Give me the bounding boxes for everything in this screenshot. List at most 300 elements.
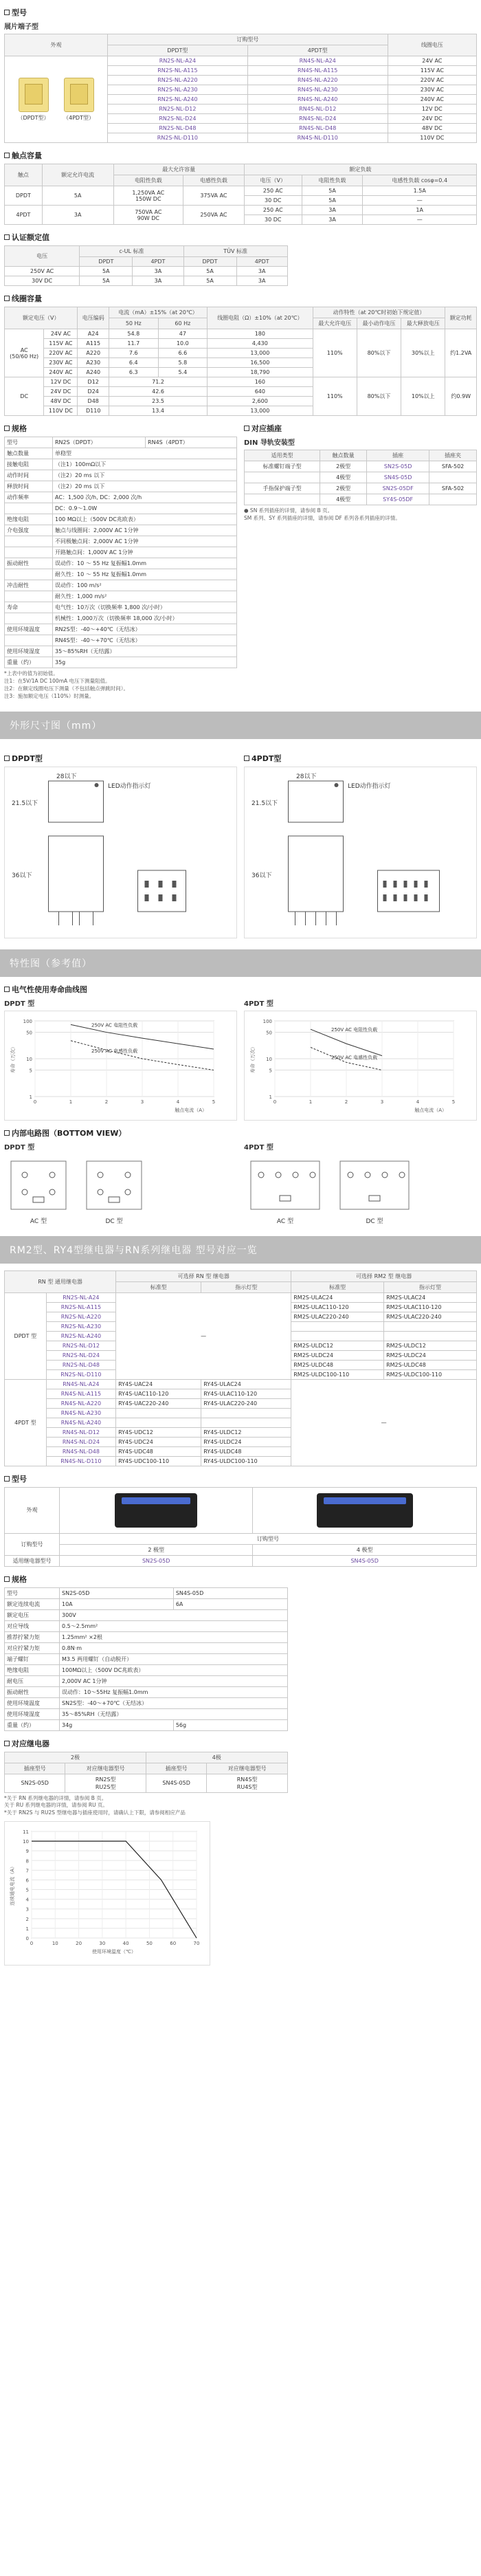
square-icon bbox=[4, 756, 10, 761]
x-tick-label: 0 bbox=[273, 1099, 277, 1105]
spec-row bbox=[5, 613, 237, 624]
cell: 4PDT 型 bbox=[5, 1379, 47, 1466]
y-tick-label: 100 bbox=[23, 1018, 32, 1024]
dim-h-4pdt: 21.5以下 bbox=[251, 800, 278, 807]
cell: RN2S-NL-D48 bbox=[108, 124, 248, 133]
cell: RY4S-ULAC220-240 bbox=[201, 1398, 291, 1408]
cell: 300V bbox=[60, 1609, 288, 1620]
cell: 80%以下 bbox=[357, 329, 401, 377]
section-title-relay: 对应继电器 bbox=[4, 1738, 477, 1749]
col-order: 订购型号 bbox=[108, 34, 388, 45]
img-caption-4pdt: （4PDT型） bbox=[63, 114, 94, 121]
spec2-row bbox=[5, 1664, 288, 1675]
circuit-4pdt-dc-label: DC 型 bbox=[366, 1218, 383, 1225]
cell: 100 MΩ以上（500V DC兆欧表） bbox=[53, 514, 237, 525]
cell: RN4S-NL-D12 bbox=[247, 104, 388, 114]
cell: DPDT 型 bbox=[5, 1292, 47, 1379]
cell bbox=[5, 569, 53, 580]
y-tick-label: 1 bbox=[25, 1926, 29, 1933]
x-tick-label: 70 bbox=[193, 1941, 200, 1947]
cell: DC：0.9～1.0W bbox=[53, 503, 237, 514]
cell: 240V AC bbox=[388, 95, 476, 104]
relay-dpdt-image bbox=[19, 78, 49, 112]
chart-dpdt bbox=[4, 1011, 237, 1121]
x-tick-label: 2 bbox=[104, 1099, 109, 1105]
series-label: 250V AC 电感性负载 bbox=[91, 1048, 138, 1054]
col-dpdt: DPDT型 bbox=[108, 45, 248, 56]
cell: SN2S型：-40～+70℃（无结冰） bbox=[60, 1697, 288, 1708]
cell: 释放时间 bbox=[5, 481, 53, 492]
cell: 6.4 bbox=[109, 358, 159, 368]
y-tick-label: 5 bbox=[29, 1068, 32, 1074]
x-tick-label: 10 bbox=[52, 1941, 58, 1947]
cell: A115 bbox=[78, 339, 109, 349]
cell: 34g bbox=[60, 1719, 174, 1730]
cell: RN4S-NL-A240 bbox=[247, 95, 388, 104]
spec-row bbox=[5, 657, 237, 668]
circuit-dpdt-dc-diagram bbox=[80, 1154, 148, 1216]
y-tick-label: 2 bbox=[25, 1916, 29, 1922]
y-tick-label: 100 bbox=[262, 1018, 272, 1024]
cell: 绝缘电阻 bbox=[5, 1664, 60, 1675]
cell: 47 bbox=[158, 329, 208, 339]
cell: RM2S-ULAC110-120 bbox=[384, 1302, 477, 1312]
y-tick-label: 50 bbox=[26, 1030, 32, 1036]
cell: 触点与线圈间：2,000V AC 1分钟 bbox=[53, 525, 237, 536]
spec-row bbox=[5, 569, 237, 580]
cell: AC：1,500 次/h, DC：2,000 次/h bbox=[53, 492, 237, 503]
cell: 耐久性：1,000 m/s² bbox=[53, 591, 237, 602]
y-tick-label: 6 bbox=[25, 1878, 29, 1884]
cell: 重量（约） bbox=[5, 657, 53, 668]
dim-h-dpdt: 21.5以下 bbox=[12, 800, 38, 807]
cell: 115V AC bbox=[44, 339, 78, 349]
corr-row bbox=[5, 1292, 477, 1302]
cell: RM2S-ULDC12 bbox=[291, 1341, 384, 1350]
cell: RY4S-UDC12 bbox=[116, 1427, 201, 1437]
cell: 绝缘电阻 bbox=[5, 514, 53, 525]
cell: — bbox=[116, 1292, 291, 1379]
cell: 重量（约） bbox=[5, 1719, 60, 1730]
led-label: LED动作指示灯 bbox=[108, 782, 151, 790]
cell: RY4S-ULDC24 bbox=[201, 1437, 291, 1446]
cell: 230V AC bbox=[44, 358, 78, 368]
chart-derating bbox=[4, 1821, 210, 1966]
cell: RY4S-ULAC110-120 bbox=[201, 1389, 291, 1398]
cell bbox=[201, 1408, 291, 1418]
circuit-ac-label: AC 型 bbox=[30, 1218, 47, 1225]
cell: 机械性：1,000万次（切换频率 18,000 次/小时） bbox=[53, 613, 237, 624]
cell: A24 bbox=[78, 329, 109, 339]
spec-row bbox=[5, 459, 237, 470]
cell: 56g bbox=[173, 1719, 287, 1730]
square-icon bbox=[4, 987, 10, 992]
cell: 110V DC bbox=[44, 406, 78, 416]
cell: 触点数量 bbox=[5, 448, 53, 459]
cell: 误动作：10～55Hz 复振幅1.0mm bbox=[60, 1686, 288, 1697]
spec-row bbox=[5, 492, 237, 503]
x-tick-label: 1 bbox=[69, 1099, 73, 1105]
cell: 对应导线 bbox=[5, 1620, 60, 1631]
cell: 35～85%RH（无结露） bbox=[53, 646, 237, 657]
cell: RY4S-UDC100-110 bbox=[116, 1456, 201, 1466]
section-title-spec: 规格 bbox=[4, 423, 237, 434]
spec2-row bbox=[5, 1686, 288, 1697]
cell: RY4S-ULAC24 bbox=[201, 1379, 291, 1389]
cell bbox=[429, 472, 477, 483]
cell bbox=[5, 613, 53, 624]
cell: 54.8 bbox=[109, 329, 159, 339]
subtitle-tab-type: 展片端子型 bbox=[4, 23, 38, 31]
cell: 48V DC bbox=[44, 397, 78, 406]
cell: SN2S-05D bbox=[60, 1587, 174, 1598]
cell: 24V AC bbox=[388, 56, 476, 66]
dim-h2-dpdt: 36以下 bbox=[12, 872, 32, 879]
cell: 23.5 bbox=[109, 397, 208, 406]
cell: 115V AC bbox=[388, 66, 476, 76]
spec-note: 注1：在5V/1A DC 100mA 电压下测量阻值。 bbox=[4, 677, 111, 684]
cell: 180 bbox=[208, 329, 313, 339]
cell: RY4S-UAC110-120 bbox=[116, 1389, 201, 1398]
x-tick-label: 3 bbox=[140, 1099, 144, 1105]
cell: RN2S-NL-A115 bbox=[108, 66, 248, 76]
cell: RY4S-ULDC100-110 bbox=[201, 1456, 291, 1466]
spec-notes bbox=[4, 670, 237, 701]
cell: 110% bbox=[313, 377, 357, 416]
cell: RN4S-NL-A240 bbox=[46, 1418, 115, 1427]
x-tick-label: 1 bbox=[309, 1099, 313, 1105]
cell: RN2S-NL-D48 bbox=[46, 1360, 115, 1369]
cell: SFA-502 bbox=[429, 461, 477, 472]
cell: 手指保护端子型 bbox=[245, 483, 320, 494]
cell bbox=[245, 472, 320, 483]
cell: 2,600 bbox=[208, 397, 313, 406]
cell: （注2）20 ms 以下 bbox=[53, 470, 237, 481]
cell: 0.8N·m bbox=[60, 1642, 288, 1653]
cell: AC (50/60 Hz) bbox=[5, 329, 44, 377]
correspondence-table: RN 型 通用继电器 可选择 RN 型 继电器 可选择 RM2 型 继电器 标准型 指示灯型 标准型 指示灯型 DPDT 型 RN2S-NL-A24 — RM2S-ULAC24 RM2S-ULAC24 RN2S-NL-A115 RM2S-ULAC110-120 RM2S-ULAC110-120 RN2S-NL-A220 RM2S-ULAC220-240 RM2S-ULAC220-240 RN2S-NL-A230 RN2S-NL-A240 RN2S-NL-D12 RM2S-ULDC12 RM2S-ULDC12 RN2S-NL-D24 RM2S-ULDC24 RM2S-ULDC24 RN2S-NL-D48 RM2S-ULDC48 RM2S-ULDC48 RN2S-NL-D110 RM2S-ULDC100-110 RM2S-ULDC100-110 4PDT 型 RN4S-NL-A24 RY4S-UAC24 RY4S-ULAC24 — RN4S-NL-A115 RY4S-UAC110-120 RY4S-ULAC110-120 RN4S-NL-A220 RY4S-UAC220-240 RY4S-ULAC220-240 RN4S-NL-A230 RN4S-NL-A240 RN4S-NL-D12 RY4S-UDC12 RY4S-ULDC12 RN4S-NL-D24 RY4S-UDC24 RY4S-ULDC24 RN4S-NL-D48 RY4S-UDC48 RY4S-ULDC48 RN4S-NL-D110 RY4S-UDC100-110 RY4S-ULDC100-110 bbox=[4, 1270, 477, 1466]
spec-row bbox=[5, 437, 237, 448]
cell: 标准螺钉端子型 bbox=[245, 461, 320, 472]
contact-rating-table: 触点 额定允许电流 最大允许容量 额定负载 电阻性负载 电感性负载 电压（V） 电阻性负载 电感性负载 cosφ=0.4 DPDT 5A 1,250VA AC 150W DC 375VA AC 250 AC 5A 1.5A 30 DC 5A — 4PDT 3A 750VA AC 90W DC 250VA AC 250 AC 3A 1A 30 DC 3A — bbox=[4, 164, 477, 225]
cell: SN4S-05D bbox=[367, 472, 429, 483]
series-label: 250V AC 电阻性负载 bbox=[331, 1026, 378, 1033]
spec2-row bbox=[5, 1642, 288, 1653]
cell: 振动耐性 bbox=[5, 1686, 60, 1697]
y-axis-label: 连续通电电流（A） bbox=[10, 1864, 15, 1906]
cell: RN4S型：-40～+70℃（无结冰） bbox=[53, 635, 237, 646]
cell: RN4S-NL-A220 bbox=[247, 76, 388, 85]
square-icon bbox=[4, 153, 10, 158]
spec2-row bbox=[5, 1697, 288, 1708]
cell: RY4S-UDC24 bbox=[116, 1437, 201, 1446]
socket-row bbox=[245, 483, 477, 494]
cell: 10A bbox=[60, 1598, 174, 1609]
cell: RM2S-ULAC24 bbox=[384, 1292, 477, 1302]
x-tick-label: 2 bbox=[344, 1099, 348, 1105]
y-axis-label: 寿命（万次） bbox=[10, 1044, 16, 1073]
coil-row bbox=[5, 377, 477, 387]
cell: 4极型 bbox=[320, 472, 367, 483]
cell: 100MΩ以上（500V DC兆欧表） bbox=[60, 1664, 288, 1675]
spec-row bbox=[5, 547, 237, 558]
y-tick-label: 10 bbox=[266, 1056, 272, 1062]
x-tick-label: 3 bbox=[380, 1099, 384, 1105]
spec-row bbox=[5, 536, 237, 547]
corr-row bbox=[5, 1379, 477, 1389]
cell: RN2S-NL-D110 bbox=[46, 1369, 115, 1379]
y-tick-label: 0 bbox=[25, 1936, 29, 1942]
cell: 230V AC bbox=[388, 85, 476, 95]
x-tick-label: 30 bbox=[99, 1941, 106, 1947]
col-4pdt: 4PDT型 bbox=[247, 45, 388, 56]
cell: RN4S-NL-A230 bbox=[247, 85, 388, 95]
dim-h2-4pdt: 36以下 bbox=[251, 872, 272, 879]
cell: SN2S-05D bbox=[367, 461, 429, 472]
cell: RN4S（4PDT） bbox=[146, 437, 237, 448]
cell: 10.0 bbox=[158, 339, 208, 349]
circuit-4pdt-dc-diagram bbox=[333, 1154, 416, 1216]
section-title-socket-model: 型号 bbox=[4, 1473, 477, 1484]
cell: D110 bbox=[78, 406, 109, 416]
derating-chart bbox=[8, 1825, 207, 1962]
cell bbox=[5, 547, 53, 558]
cell: 约0.9W bbox=[445, 377, 477, 416]
spec2-row bbox=[5, 1675, 288, 1686]
cell bbox=[116, 1418, 201, 1427]
square-icon bbox=[244, 426, 249, 431]
cell: RN4S-NL-D24 bbox=[247, 114, 388, 124]
cell: 11.7 bbox=[109, 339, 159, 349]
cell: RN4S-NL-A24 bbox=[46, 1379, 115, 1389]
cell: 型号 bbox=[5, 437, 53, 448]
cell bbox=[5, 503, 53, 514]
cell: SFA-502 bbox=[429, 483, 477, 494]
cell: 使用环境温度 bbox=[5, 1697, 60, 1708]
section-title-models: 型号 bbox=[4, 7, 477, 18]
dimension-drawing-dpdt bbox=[5, 767, 236, 939]
cell: DC bbox=[5, 377, 44, 416]
spec2-row bbox=[5, 1719, 288, 1730]
cell: 48V DC bbox=[388, 124, 476, 133]
cell: RY4S-ULDC12 bbox=[201, 1427, 291, 1437]
cell: RM2S-ULDC100-110 bbox=[291, 1369, 384, 1379]
cell: RN4S-NL-A220 bbox=[46, 1398, 115, 1408]
circuit-dc-label: DC 型 bbox=[105, 1218, 123, 1225]
dim-width-4pdt: 28以下 bbox=[296, 773, 317, 780]
cell: 约1.2VA bbox=[445, 329, 477, 377]
coil-row bbox=[5, 329, 477, 339]
x-tick-label: 50 bbox=[146, 1941, 153, 1947]
spec-row bbox=[5, 514, 237, 525]
relay-note: 关于 RU 系列继电器的详情，请参阅 RU 页。 bbox=[4, 1802, 108, 1809]
cell: 额定电压 bbox=[5, 1609, 60, 1620]
x-tick-label: 4 bbox=[176, 1099, 180, 1105]
cell: 型号 bbox=[5, 1587, 60, 1598]
square-icon bbox=[4, 1741, 10, 1746]
cell: RN2S-NL-A24 bbox=[46, 1292, 115, 1302]
cell: RN2S-NL-A230 bbox=[108, 85, 248, 95]
section-title-spec2: 规格 bbox=[4, 1574, 477, 1585]
cell: 电气性：10万次（切换频率 1,800 次/小时） bbox=[53, 602, 237, 613]
circuit-4pdt-title: 4PDT 型 bbox=[244, 1143, 273, 1152]
section-title-socket: 对应插座 bbox=[244, 423, 477, 434]
cell: RN4S-NL-A24 bbox=[247, 56, 388, 66]
x-tick-label: 0 bbox=[30, 1941, 34, 1947]
cell: 使用环境湿度 bbox=[5, 1708, 60, 1719]
x-tick-label: 0 bbox=[33, 1099, 37, 1105]
spec-row bbox=[5, 503, 237, 514]
square-icon bbox=[244, 756, 249, 761]
cell: 12V DC bbox=[44, 377, 78, 387]
socket-note: ● SN 系列插座的详情，请参阅 B 页。 bbox=[244, 507, 333, 514]
cell: RN4S-NL-A230 bbox=[46, 1408, 115, 1418]
socket-table: 适用类型 触点数量 插座 插座夹 标准螺钉端子型 2极型 SN2S-05D SFA-502 4极型 SN4S-05D 手指保护端子型 2极型 SN2S-05DF SFA-502 4极型 SY4S-05DF bbox=[244, 450, 477, 505]
y-tick-label: 1 bbox=[29, 1094, 32, 1100]
y-axis-label: 寿命（万次） bbox=[250, 1044, 256, 1073]
cell: RM2S-ULDC24 bbox=[384, 1350, 477, 1360]
cell: 使用环境温度 bbox=[5, 624, 53, 635]
cell: RN2S-NL-A240 bbox=[46, 1331, 115, 1341]
spec-row bbox=[5, 580, 237, 591]
cell: 110% bbox=[313, 329, 357, 377]
cell bbox=[116, 1408, 201, 1418]
series-label: 250V AC 电感性负载 bbox=[331, 1054, 378, 1060]
cell: 24V AC bbox=[44, 329, 78, 339]
cell: RY4S-UDC48 bbox=[116, 1446, 201, 1456]
cell: RN2S-NL-D12 bbox=[46, 1341, 115, 1350]
cell bbox=[5, 536, 53, 547]
x-tick-label: 40 bbox=[122, 1941, 129, 1947]
cell: RN2S-NL-D12 bbox=[108, 104, 248, 114]
y-tick-label: 5 bbox=[25, 1887, 29, 1893]
col-appearance: 外观 bbox=[5, 34, 108, 56]
cell: RM2S-ULDC24 bbox=[291, 1350, 384, 1360]
circuit-title: 内部电路图（BOTTOM VIEW） bbox=[4, 1127, 477, 1138]
cell: 6.3 bbox=[109, 368, 159, 377]
cell: 71.2 bbox=[109, 377, 208, 387]
cell: RN2S型：-40～+40℃（无结冰） bbox=[53, 624, 237, 635]
dim-title-4pdt: 4PDT型 bbox=[244, 753, 477, 764]
square-icon bbox=[4, 1476, 10, 1482]
cell: 对应拧紧力矩 bbox=[5, 1642, 60, 1653]
spec-row bbox=[5, 481, 237, 492]
cell: 动作时间 bbox=[5, 470, 53, 481]
cell: RY4S-UAC24 bbox=[116, 1379, 201, 1389]
cell: RM2S-ULDC48 bbox=[384, 1360, 477, 1369]
square-icon bbox=[4, 234, 10, 240]
cell: D24 bbox=[78, 387, 109, 397]
cell: RN2S-NL-D110 bbox=[108, 133, 248, 143]
spec-row bbox=[5, 470, 237, 481]
cell: A240 bbox=[78, 368, 109, 377]
plot-frame bbox=[32, 1831, 197, 1938]
square-icon bbox=[4, 1130, 10, 1136]
socket-row bbox=[245, 461, 477, 472]
cell: 耐久性：10 ～ 55 Hz 复振幅1.0mm bbox=[53, 569, 237, 580]
cell: （注1）100mΩ以下 bbox=[53, 459, 237, 470]
cell: 振动耐性 bbox=[5, 558, 53, 569]
cell: 30%以上 bbox=[401, 329, 445, 377]
circuit-4pdt-ac-label: AC 型 bbox=[276, 1218, 294, 1225]
cell bbox=[291, 1321, 384, 1331]
cell bbox=[245, 494, 320, 505]
spec2-row bbox=[5, 1598, 288, 1609]
cell: 42.6 bbox=[109, 387, 208, 397]
x-tick-label: 60 bbox=[170, 1941, 177, 1947]
socket-4pole-image bbox=[317, 1493, 413, 1528]
cell: M3.5 两用螺钉（自动脱开） bbox=[60, 1653, 288, 1664]
cell: 6A bbox=[173, 1598, 287, 1609]
cell: 18,790 bbox=[208, 368, 313, 377]
cell: RN4S-NL-D12 bbox=[46, 1427, 115, 1437]
y-tick-label: 8 bbox=[25, 1858, 29, 1864]
cell: 介电强度 bbox=[5, 525, 53, 536]
cell: 额定连续电流 bbox=[5, 1598, 60, 1609]
spec2-row bbox=[5, 1708, 288, 1719]
spec-table bbox=[4, 437, 237, 668]
y-tick-label: 10 bbox=[26, 1056, 32, 1062]
banner-correspondence: RM2型、RY4型继电器与RN系列继电器 型号对应一览 bbox=[0, 1236, 481, 1264]
cell: 24V DC bbox=[44, 387, 78, 397]
cell: 240V AC bbox=[44, 368, 78, 377]
socket-notes bbox=[244, 507, 477, 522]
spec2-row bbox=[5, 1587, 288, 1598]
circuit-dpdt-title: DPDT 型 bbox=[4, 1143, 35, 1152]
cell: 13.4 bbox=[109, 406, 208, 416]
x-tick-label: 4 bbox=[416, 1099, 420, 1105]
x-tick-label: 20 bbox=[76, 1941, 82, 1947]
cell: SN2S-05DF bbox=[367, 483, 429, 494]
cell: 7.6 bbox=[109, 349, 159, 358]
x-axis-label: 触点电流（A） bbox=[414, 1107, 447, 1113]
cell: SY4S-05DF bbox=[367, 494, 429, 505]
img-caption-dpdt: （DPDT型） bbox=[17, 114, 49, 121]
cell: 耐电压 bbox=[5, 1675, 60, 1686]
cell: RN2S-NL-A115 bbox=[46, 1302, 115, 1312]
spec-note: *上表中的值为初始值。 bbox=[4, 670, 58, 676]
cell: 不同极触点间：2,000V AC 1分钟 bbox=[53, 536, 237, 547]
cell: 220V AC bbox=[44, 349, 78, 358]
cell: D12 bbox=[78, 377, 109, 387]
cell: 误动作：100 m/s² bbox=[53, 580, 237, 591]
circuit-dpdt-ac-diagram bbox=[4, 1154, 73, 1216]
led-label-4pdt: LED动作指示灯 bbox=[348, 782, 391, 790]
cell: RM2S-ULDC12 bbox=[384, 1341, 477, 1350]
cell: RN2S-NL-D24 bbox=[46, 1350, 115, 1360]
cell: RN2S-NL-D24 bbox=[108, 114, 248, 124]
spec2-row bbox=[5, 1620, 288, 1631]
cell: 80%以下 bbox=[357, 377, 401, 416]
spec-row bbox=[5, 602, 237, 613]
spec-row bbox=[5, 448, 237, 459]
cell: （注2）20 ms 以下 bbox=[53, 481, 237, 492]
banner-characteristics: 特性图（参考值） bbox=[0, 949, 481, 977]
spec-note: 注3：施加额定电压（110%）时测量。 bbox=[4, 692, 95, 699]
x-axis-label: 使用环境温度（℃） bbox=[92, 1949, 136, 1955]
coil-table: 额定电压（V） 电压编码 电流（mA）±15%（at 20℃） 线圈电阻（Ω）±10%（at 20℃） 动作特性（at 20℃时初始下规定值） 额定功耗 50 Hz 60 Hz 最大允许电压 最小动作电压 最大释放电压 AC (50/60 Hz) 24V AC A24 54.8 47 180 110% 80%以下 30%以上 约1.2VA 115V AC A115 11.7 10.0 4,430 220V AC A220 7.6 6.6 13,000 230V AC A230 6.4 5.8 16,500 240V AC A240 6.3 5.4 18,790 DC 12V DC D12 71.2 160 110% 80%以下 10%以上 约0.9W 24V DC D24 42.6 640 48V DC D48 23.5 2,600 110V DC D110 13.4 13,000 bbox=[4, 307, 477, 416]
cell: 35g bbox=[53, 657, 237, 668]
series-label: 250V AC 电阻性负载 bbox=[91, 1022, 138, 1028]
cell: 推荐拧紧力矩 bbox=[5, 1631, 60, 1642]
y-tick-label: 5 bbox=[269, 1068, 272, 1074]
cell: 寿命 bbox=[5, 602, 53, 613]
y-tick-label: 50 bbox=[266, 1030, 272, 1036]
banner-dimensions: 外形尺寸图（mm） bbox=[0, 712, 481, 739]
cell: 110V DC bbox=[388, 133, 476, 143]
life-chart-4pdt bbox=[247, 1014, 467, 1117]
y-tick-label: 10 bbox=[23, 1839, 29, 1845]
